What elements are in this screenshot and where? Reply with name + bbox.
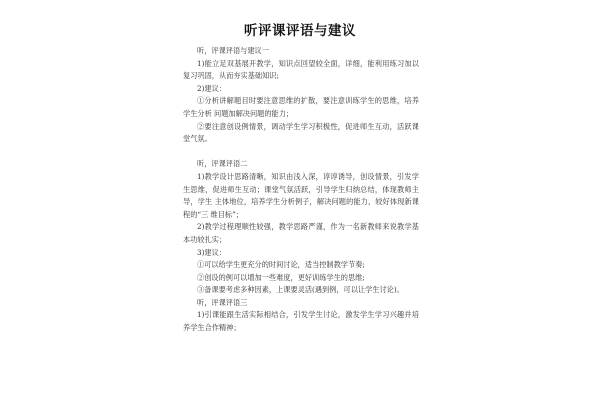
document-body bbox=[183, 45, 419, 335]
paragraph-1-4: ②要注意创设例情景，调动学生学习积极性，促进师生互动，活跃课堂气氛。 bbox=[183, 121, 419, 144]
paragraph-1-1: 1)能立足双基展开教学，知识点回望较全面，详细，能利用练习加以复习巩固，从而夯实基础知识; bbox=[183, 58, 419, 81]
section-heading-1: 听，评课评语与建议一 bbox=[197, 46, 269, 55]
paragraph-2-1: 1)教学设计思路清晰，知识由浅入深，谆谆诱导，创设情景，引发学生思维，促进师生互动；课堂气氛活跃，引导学生归纳总结，体现教师主导，学生 主体地位，培养学生分析例子，解决问题的能力，较好体现新课程的“三 维目标”； bbox=[183, 171, 419, 219]
paragraph-1-2: 2)建议： bbox=[197, 83, 226, 93]
paragraph-1-3: ①分析讲解题目时要注意思维的扩散，要注意训练学生的思维，培养学生分析 问题加解决问题的能力； bbox=[183, 96, 419, 118]
paragraph-2-4: ①可以给学生更充分的时间讨论，适当控制教学节奏; bbox=[197, 260, 365, 270]
paragraph-3-1: 1)引课能跟生活实际相结合，引发学生讨论，激发学生学习兴趣并培养学生合作精神； bbox=[183, 310, 419, 333]
section-heading-3: 听，评课评语三 bbox=[197, 297, 248, 307]
section-heading-2: 听，评课评语二 bbox=[197, 159, 248, 169]
paragraph-2-2: 2)教学过程理顺性较强，教学思路严谨，作为一名新教师来说教学基本功较扎实； bbox=[183, 222, 419, 244]
paragraph-2-6: ③备课要考虑多种因素，上课要灵活(遇到例，可以让学生讨论)。 bbox=[197, 285, 404, 295]
paragraph-2-3: 3)建议： bbox=[197, 247, 226, 257]
paragraph-gap bbox=[183, 146, 419, 159]
paragraph-2-5: ②创设的例可以增加一些难度，更好训练学生的思维; bbox=[197, 272, 365, 282]
document-title: 听评课评语与建议 bbox=[244, 23, 356, 39]
